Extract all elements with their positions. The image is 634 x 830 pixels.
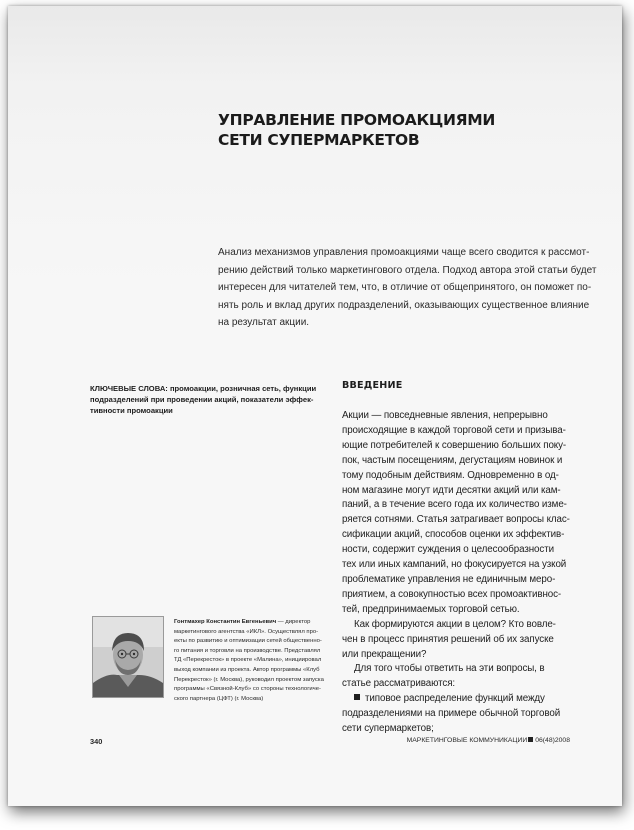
- bullet-square-icon: [354, 694, 360, 700]
- body-line: происходящие в каждой торговой сети и призыва-: [342, 424, 566, 436]
- magazine-page: [8, 6, 622, 806]
- body-line: проблематике управления не единичным меро-: [342, 573, 556, 585]
- body-line: типовое распределение функций между: [365, 693, 545, 705]
- body-line: Акции — повседневные явления, непрерывно: [342, 410, 548, 421]
- article-title: [218, 110, 538, 150]
- author-bio-line: ского партнера (ЦФТ) (г. Москва): [174, 695, 264, 702]
- body-line: или прекращении?: [342, 648, 427, 660]
- body-line: сификации акций, способов оценки их эффектив-: [342, 529, 565, 541]
- body-line: тех или иных кампаний, но фокусируется на узкой: [342, 559, 567, 571]
- article-body: [342, 409, 592, 737]
- keywords-line: подразделений при проведении акций, показатели эффек-: [90, 395, 314, 405]
- body-line: паний, а в течение всего года их количество изме-: [342, 499, 567, 511]
- author-name: Гонтмахер Константин Евгеньевич: [174, 619, 277, 625]
- lead-line: нять роль и вклад других подразделений, оказывающих существенное влияние: [218, 299, 590, 311]
- square-separator-icon: [528, 737, 533, 742]
- author-bio-line: Перекресток» (г. Москва), руководил проектом запуска: [174, 676, 324, 683]
- journal-name: МАРКЕТИНГОВЫЕ КОММУНИКАЦИИ: [406, 737, 528, 744]
- author-bio-line: программы «Связной-Клуб» со стороны технологиче-: [174, 686, 321, 693]
- body-line: тому подобным действиям. Одновременно в од-: [342, 469, 559, 481]
- lead-line: Анализ механизмов управления промоакциями чаще всего сводится к рассмот-: [218, 247, 590, 258]
- body-line: тей, предпринимаемых торговой сетью.: [342, 603, 520, 615]
- keywords-block: [90, 383, 330, 417]
- body-line: ющие потребителей к совершению больших поку-: [342, 439, 567, 451]
- author-bio-line: екты по развитию и оптимизации сетей общественно-: [174, 638, 322, 645]
- bullet-item: [342, 692, 592, 707]
- keywords-line: тивности промоакции: [90, 406, 173, 416]
- journal-issue: 06(48)2008: [535, 737, 570, 744]
- body-line: сети супермаркетов;: [342, 723, 434, 735]
- author-bio-line: го питания и торговли на производстве. Представлял: [174, 647, 321, 654]
- author-bio-line: выход компании из проекта. Автор программы «Клуб: [174, 666, 320, 673]
- body-line: статье рассматриваются:: [342, 678, 456, 690]
- body-line: чен в процесс принятия решений об их запуске: [342, 633, 554, 645]
- lead-line: на результат акции.: [218, 317, 310, 329]
- author-bio-line: маркетингового агентства «ИКЛ». Осуществлял про-: [174, 628, 319, 635]
- lead-line: рению действий только маркетингового отдела. Подход автора этой статьи будет: [218, 264, 597, 276]
- author-bio-line: ТД «Перекресток» в проекте «Малина», инициировал: [174, 657, 322, 664]
- author-bio: [174, 618, 336, 704]
- body-line: ном магазине могут идти десятки акций или кам-: [342, 484, 561, 496]
- keywords-line: КЛЮЧЕВЫЕ СЛОВА: промоакции, розничная сеть, функции: [90, 384, 317, 393]
- body-line: приятием, а совокупностью всех промоактивнос-: [342, 588, 562, 600]
- article-lead: [218, 244, 602, 332]
- body-line: ряется сотнями. Статья затрагивает вопросы клас-: [342, 514, 570, 526]
- article-title-line: СЕТИ СУПЕРМАРКЕТОВ: [218, 131, 420, 149]
- lead-line: интересен для читателей тем, что, в отличие от общепринятого, он поможет по-: [218, 282, 592, 294]
- page-number: 340: [90, 737, 103, 746]
- journal-footer: [407, 737, 570, 744]
- section-heading: ВВЕДЕНИЕ: [342, 380, 403, 391]
- body-line: пок, частым посещениям, дегустациям новинок и: [342, 454, 563, 466]
- body-line: Как формируются акции в целом? Кто вовле-: [354, 618, 556, 630]
- article-title-line: УПРАВЛЕНИЕ ПРОМОАКЦИЯМИ: [218, 111, 496, 129]
- author-photo: [92, 616, 164, 698]
- body-line: ности, содержит суждения о целесообразности: [342, 544, 554, 556]
- author-portrait-image: [93, 617, 163, 697]
- body-line: подразделениями на примере обычной торговой: [342, 708, 561, 720]
- author-bio-line: — директор: [277, 619, 311, 625]
- body-line: Для того чтобы ответить на эти вопросы, в: [354, 663, 545, 675]
